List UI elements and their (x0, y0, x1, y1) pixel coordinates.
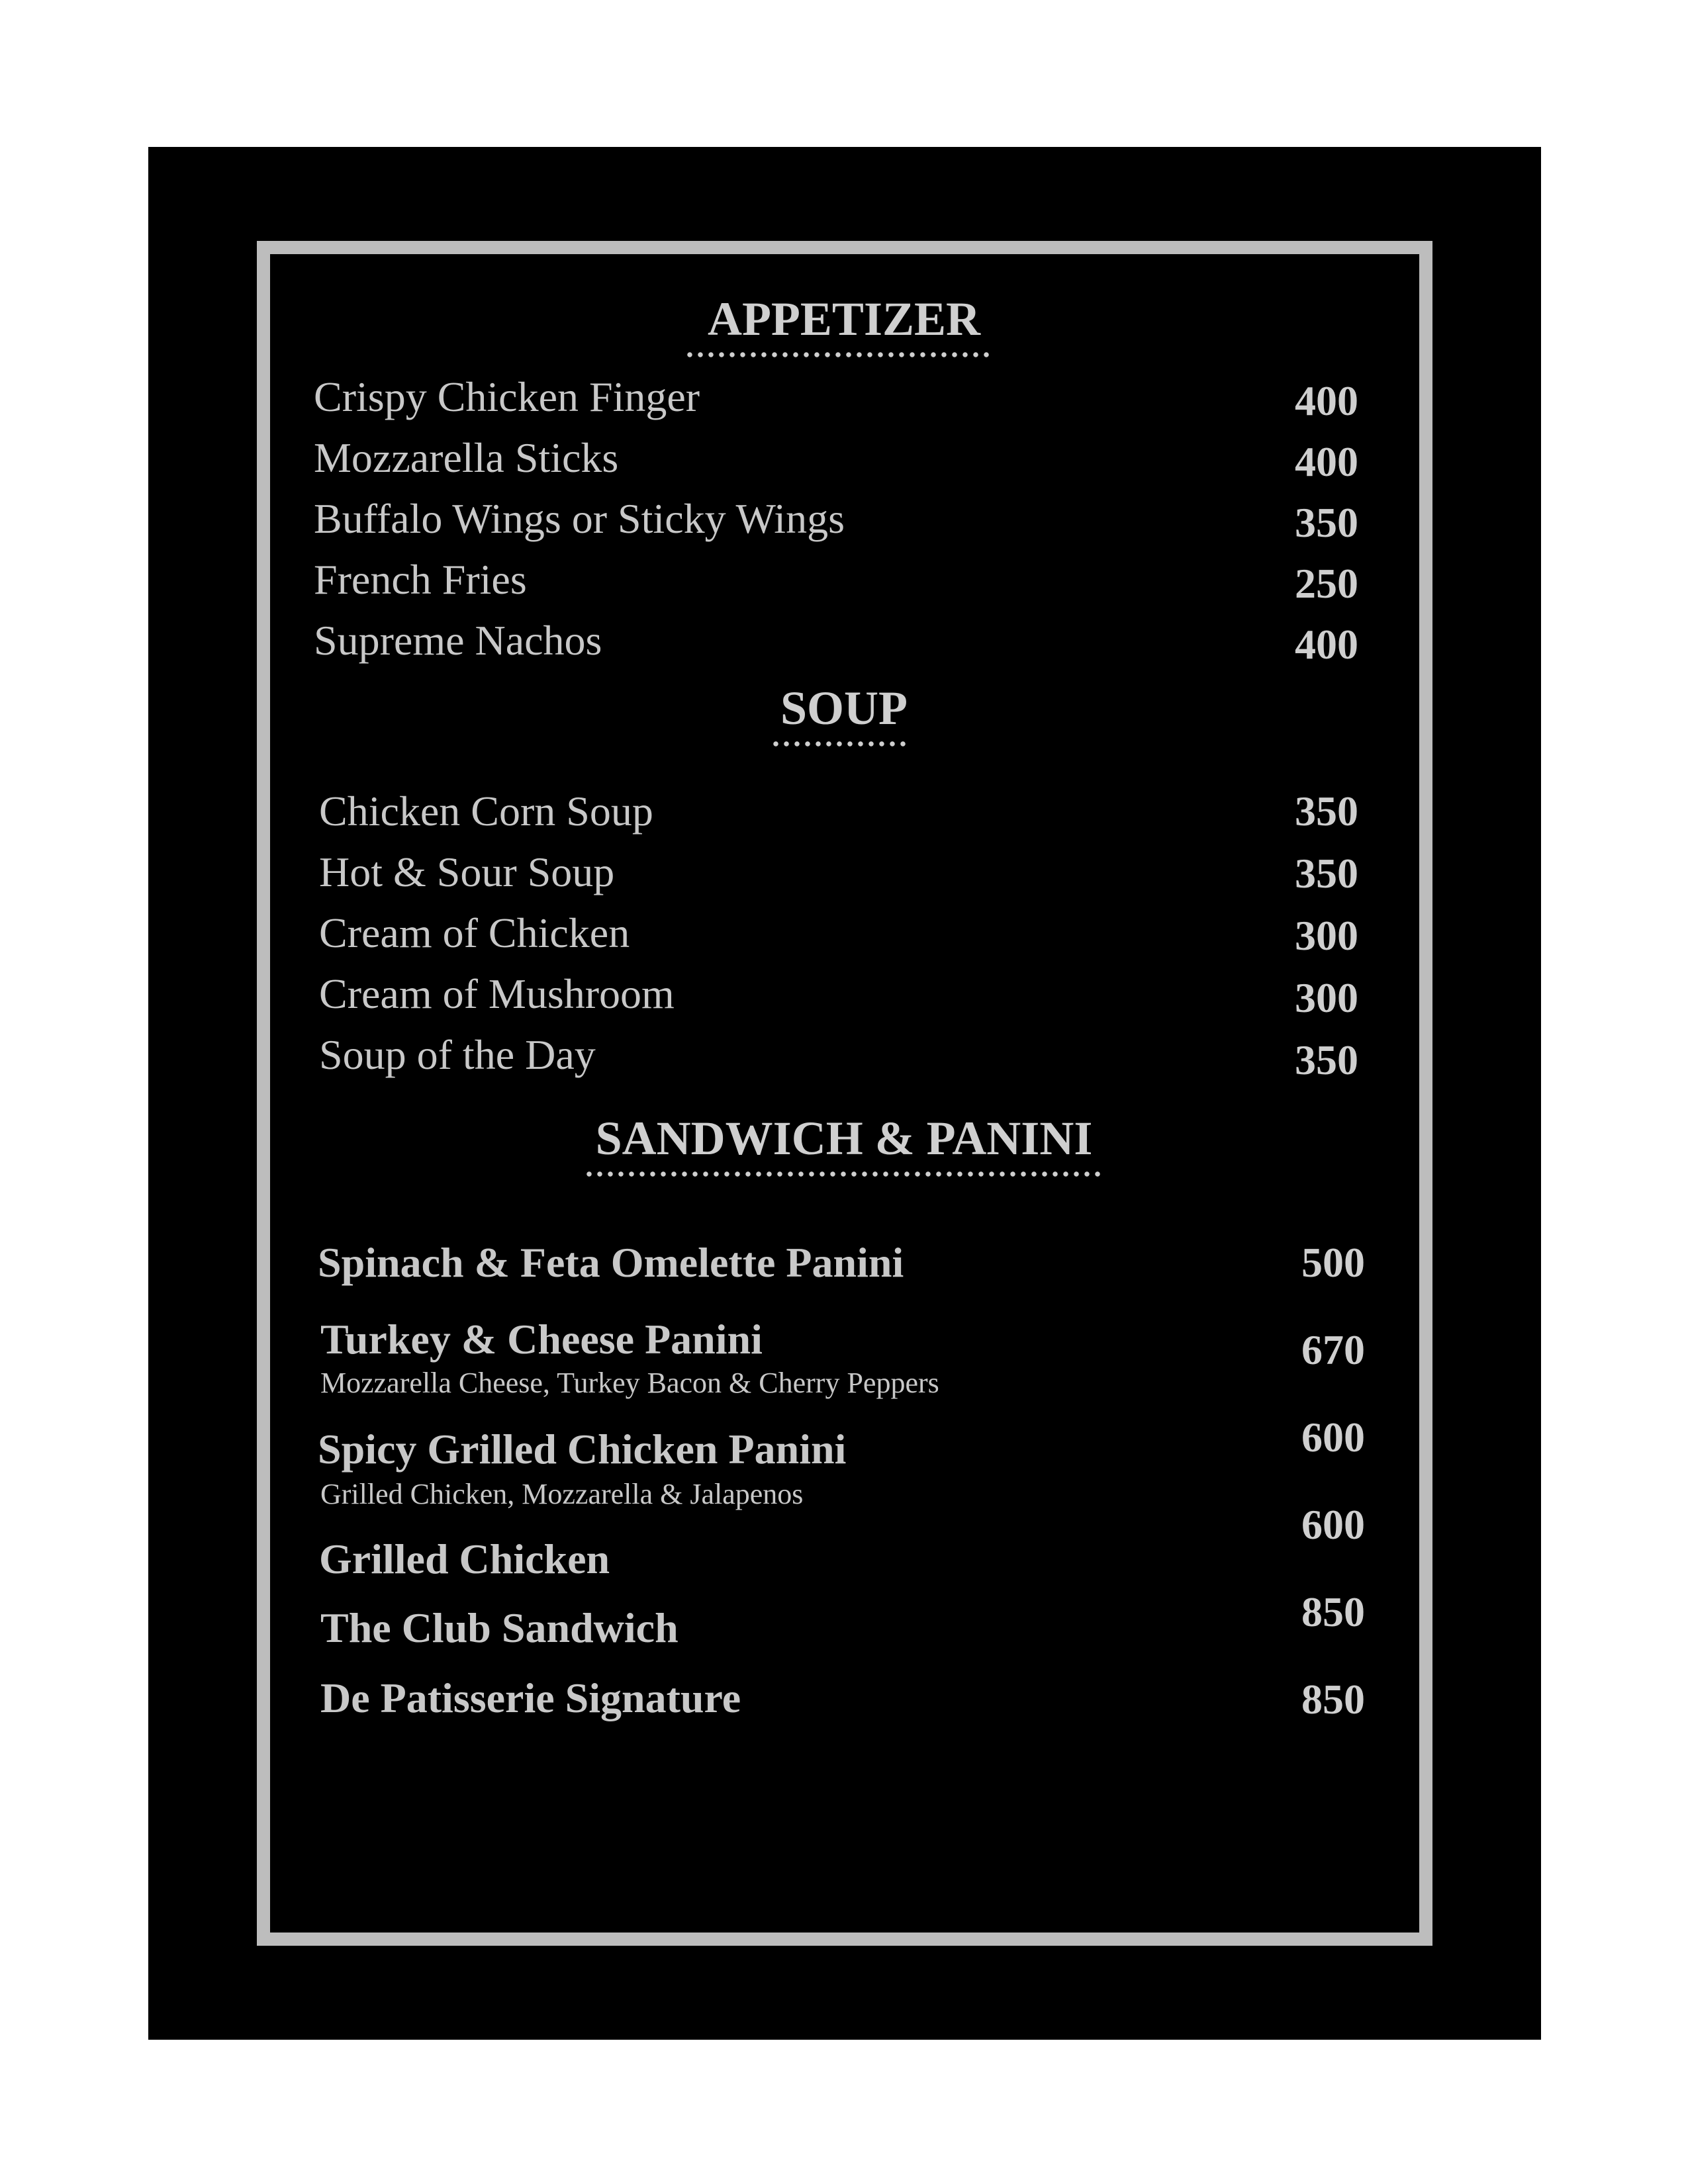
title-divider-dots (584, 1171, 1103, 1177)
menu-item-name: Crispy Chicken Finger (314, 373, 700, 420)
menu-item-price: 850 (1301, 1676, 1365, 1723)
menu-item-name: The Club Sandwich (320, 1604, 679, 1651)
menu-item-price: 400 (1295, 377, 1358, 424)
menu-item-name: Spicy Grilled Chicken Panini (318, 1426, 847, 1473)
menu-item-price: 350 (1295, 499, 1358, 546)
menu-item-price: 350 (1295, 788, 1358, 835)
menu-item-name: De Patisserie Signature (320, 1674, 741, 1721)
menu-item-description: Grilled Chicken, Mozzarella & Jalapenos (320, 1478, 804, 1510)
menu-item-price: 300 (1295, 974, 1358, 1021)
menu-item-price: 850 (1301, 1588, 1365, 1635)
menu-item-price: 350 (1295, 1036, 1358, 1083)
menu-item-price: 670 (1301, 1326, 1365, 1373)
menu-item-name: French Fries (314, 556, 527, 603)
menu-item-price: 500 (1301, 1239, 1365, 1286)
menu-item-name: Hot & Sour Soup (319, 848, 615, 895)
section-title-sandwich-panini: SANDWICH & PANINI (595, 1112, 1093, 1165)
menu-item-name: Supreme Nachos (314, 617, 602, 664)
title-divider-dots (684, 352, 992, 357)
menu-item-name: Mozzarella Sticks (314, 434, 619, 481)
menu-item-name: Grilled Chicken (319, 1535, 610, 1582)
menu-item-name: Chicken Corn Soup (319, 788, 653, 835)
menu-item-name: Buffalo Wings or Sticky Wings (314, 495, 845, 542)
menu-item-price: 600 (1301, 1414, 1365, 1461)
menu-item-name: Soup of the Day (319, 1031, 596, 1078)
menu-item-description: Mozzarella Cheese, Turkey Bacon & Cherry Peppers (320, 1367, 939, 1399)
menu-item-price: 350 (1295, 850, 1358, 897)
menu-item-price: 300 (1295, 912, 1358, 959)
title-divider-dots (771, 741, 908, 747)
menu-item-name: Turkey & Cheese Panini (320, 1316, 763, 1363)
menu-item-name: Spinach & Feta Omelette Panini (318, 1239, 904, 1286)
menu-item-price: 250 (1295, 560, 1358, 607)
menu-item-price: 400 (1295, 621, 1358, 668)
menu-item-price: 400 (1295, 438, 1358, 485)
menu-item-name: Cream of Mushroom (319, 970, 675, 1017)
menu-item-name: Cream of Chicken (319, 909, 630, 956)
section-title-soup: SOUP (780, 682, 908, 735)
menu-item-price: 600 (1301, 1501, 1365, 1548)
section-title-appetizer: APPETIZER (707, 293, 981, 345)
